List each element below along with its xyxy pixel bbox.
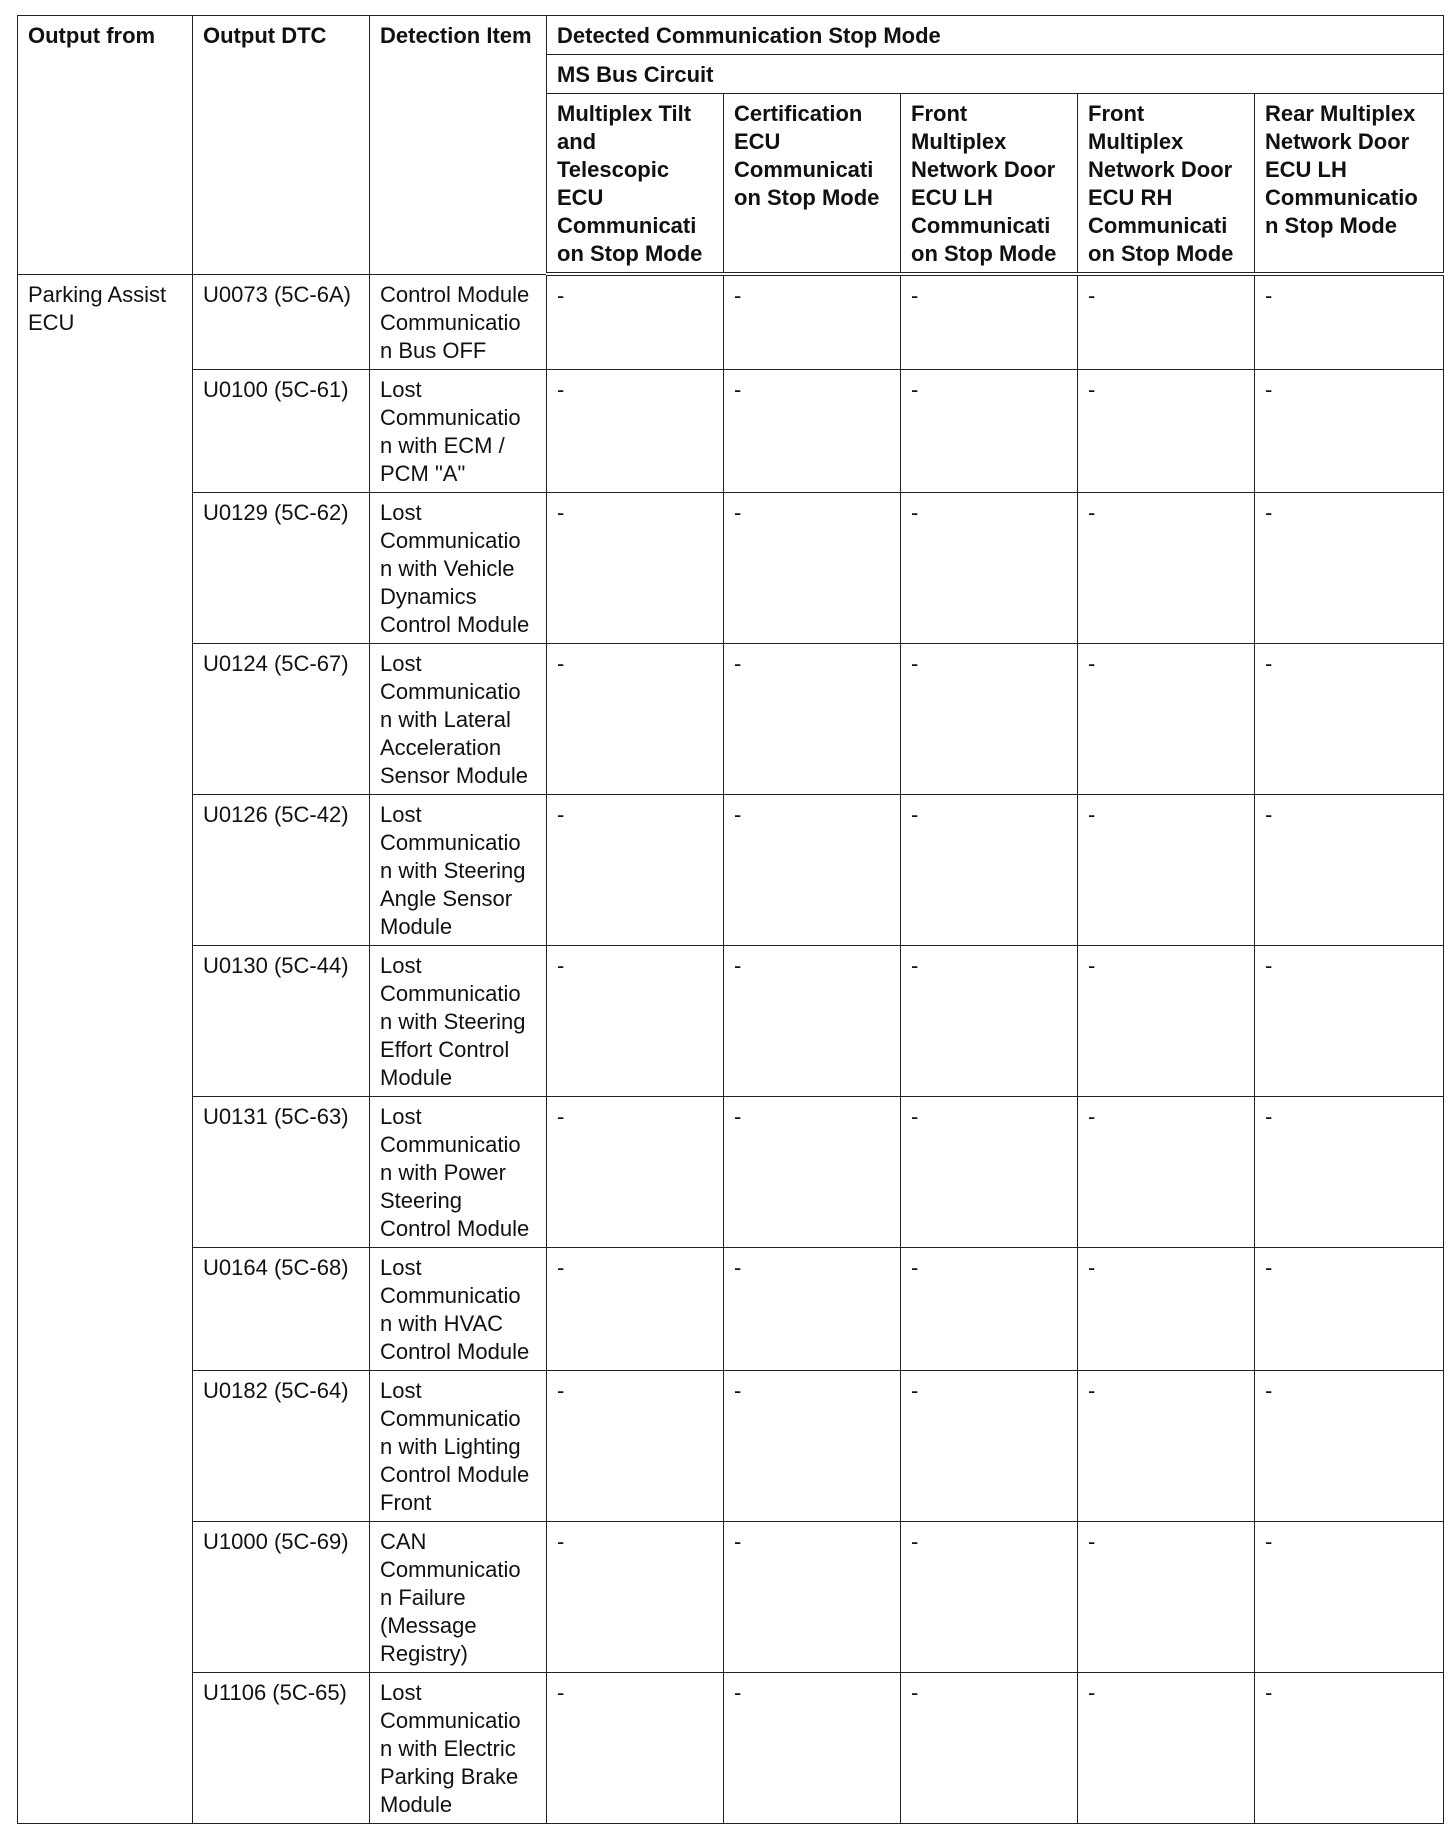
dtc-cell: U0182 (5C-64) [193,1370,370,1521]
value-cell: - [547,1521,724,1672]
value-cell: - [724,492,901,643]
value-cell: - [901,794,1078,945]
value-cell: - [547,492,724,643]
dtc-cell: U1106 (5C-65) [193,1672,370,1823]
value-cell: - [547,1096,724,1247]
value-cell: - [1255,1521,1444,1672]
table-row [18,1247,1444,1370]
value-cell: - [724,1672,901,1823]
dtc-cell: U0129 (5C-62) [193,492,370,643]
value-cell: - [724,794,901,945]
value-cell: - [724,945,901,1096]
value-cell: - [724,369,901,492]
table-row [18,794,1444,945]
value-cell: - [547,643,724,794]
table-row [18,369,1444,492]
value-cell: - [901,274,1078,369]
detection-item-cell: Lost Communicatio n with Lateral Acceleration Sensor Module [370,643,547,794]
table-row [18,492,1444,643]
value-cell: - [547,274,724,369]
value-cell: - [547,1370,724,1521]
table-row [18,274,1444,369]
dtc-table-container [17,15,1443,1824]
value-cell: - [901,1370,1078,1521]
detection-item-cell: Lost Communicatio n with Electric Parking Brake Module [370,1672,547,1823]
header-mode-certification: Certification ECU Communicati on Stop Mode [724,94,901,275]
header-mode-tilt-telescopic: Multiplex Tilt and Telescopic ECU Communicati on Stop Mode [547,94,724,275]
table-row [18,643,1444,794]
value-cell: - [1255,643,1444,794]
value-cell: - [1078,1521,1255,1672]
value-cell: - [547,794,724,945]
dtc-cell: U0130 (5C-44) [193,945,370,1096]
value-cell: - [547,1672,724,1823]
value-cell: - [547,369,724,492]
table-row [18,1096,1444,1247]
value-cell: - [1255,492,1444,643]
dtc-cell: U0126 (5C-42) [193,794,370,945]
value-cell: - [724,1096,901,1247]
value-cell: - [1255,1370,1444,1521]
value-cell: - [1078,1672,1255,1823]
detection-item-cell: CAN Communicatio n Failure (Message Registry) [370,1521,547,1672]
value-cell: - [724,1370,901,1521]
value-cell: - [1255,1672,1444,1823]
dtc-cell: U0073 (5C-6A) [193,274,370,369]
header-mode-front-door-lh: Front Multiplex Network Door ECU LH Communicati on Stop Mode [901,94,1078,275]
value-cell: - [1255,369,1444,492]
header-detection-item: Detection Item [370,16,547,275]
detection-item-cell: Control Module Communicatio n Bus OFF [370,274,547,369]
detection-item-cell: Lost Communicatio n with Lighting Control Module Front [370,1370,547,1521]
dtc-cell: U1000 (5C-69) [193,1521,370,1672]
dtc-cell: U0124 (5C-67) [193,643,370,794]
value-cell: - [901,1247,1078,1370]
detection-item-cell: Lost Communicatio n with Vehicle Dynamics Control Module [370,492,547,643]
value-cell: - [901,1521,1078,1672]
detection-item-cell: Lost Communicatio n with Power Steering Control Module [370,1096,547,1247]
value-cell: - [1078,274,1255,369]
value-cell: - [724,274,901,369]
table-body [18,274,1444,1823]
header-detected-mode: Detected Communication Stop Mode [547,16,1444,55]
header-mode-rear-door-lh: Rear Multiplex Network Door ECU LH Communicatio n Stop Mode [1255,94,1444,275]
value-cell: - [1255,1096,1444,1247]
detection-item-cell: Lost Communicatio n with ECM / PCM "A" [370,369,547,492]
value-cell: - [1078,369,1255,492]
value-cell: - [901,945,1078,1096]
dtc-cell: U0100 (5C-61) [193,369,370,492]
value-cell: - [901,1672,1078,1823]
value-cell: - [1078,1096,1255,1247]
value-cell: - [724,1521,901,1672]
header-output-from: Output from [18,16,193,275]
value-cell: - [1078,492,1255,643]
header-output-dtc: Output DTC [193,16,370,275]
value-cell: - [901,643,1078,794]
value-cell: - [1255,274,1444,369]
table-row [18,1370,1444,1521]
detection-item-cell: Lost Communicatio n with Steering Effort Control Module [370,945,547,1096]
header-bus-circuit: MS Bus Circuit [547,55,1444,94]
value-cell: - [901,492,1078,643]
value-cell: - [1078,794,1255,945]
output-from-cell: Parking Assist ECU [18,274,193,1823]
detection-item-cell: Lost Communicatio n with HVAC Control Module [370,1247,547,1370]
value-cell: - [547,1247,724,1370]
value-cell: - [1078,1247,1255,1370]
table-row [18,1521,1444,1672]
dtc-cell: U0131 (5C-63) [193,1096,370,1247]
table-row [18,1672,1444,1823]
table-header [18,16,1444,275]
detection-item-cell: Lost Communicatio n with Steering Angle Sensor Module [370,794,547,945]
value-cell: - [1255,794,1444,945]
value-cell: - [901,1096,1078,1247]
header-mode-front-door-rh: Front Multiplex Network Door ECU RH Communicati on Stop Mode [1078,94,1255,275]
dtc-table [17,15,1444,1824]
table-row [18,945,1444,1096]
value-cell: - [1078,643,1255,794]
value-cell: - [1078,1370,1255,1521]
value-cell: - [1255,1247,1444,1370]
value-cell: - [1255,945,1444,1096]
dtc-cell: U0164 (5C-68) [193,1247,370,1370]
value-cell: - [724,643,901,794]
value-cell: - [547,945,724,1096]
value-cell: - [724,1247,901,1370]
value-cell: - [901,369,1078,492]
value-cell: - [1078,945,1255,1096]
